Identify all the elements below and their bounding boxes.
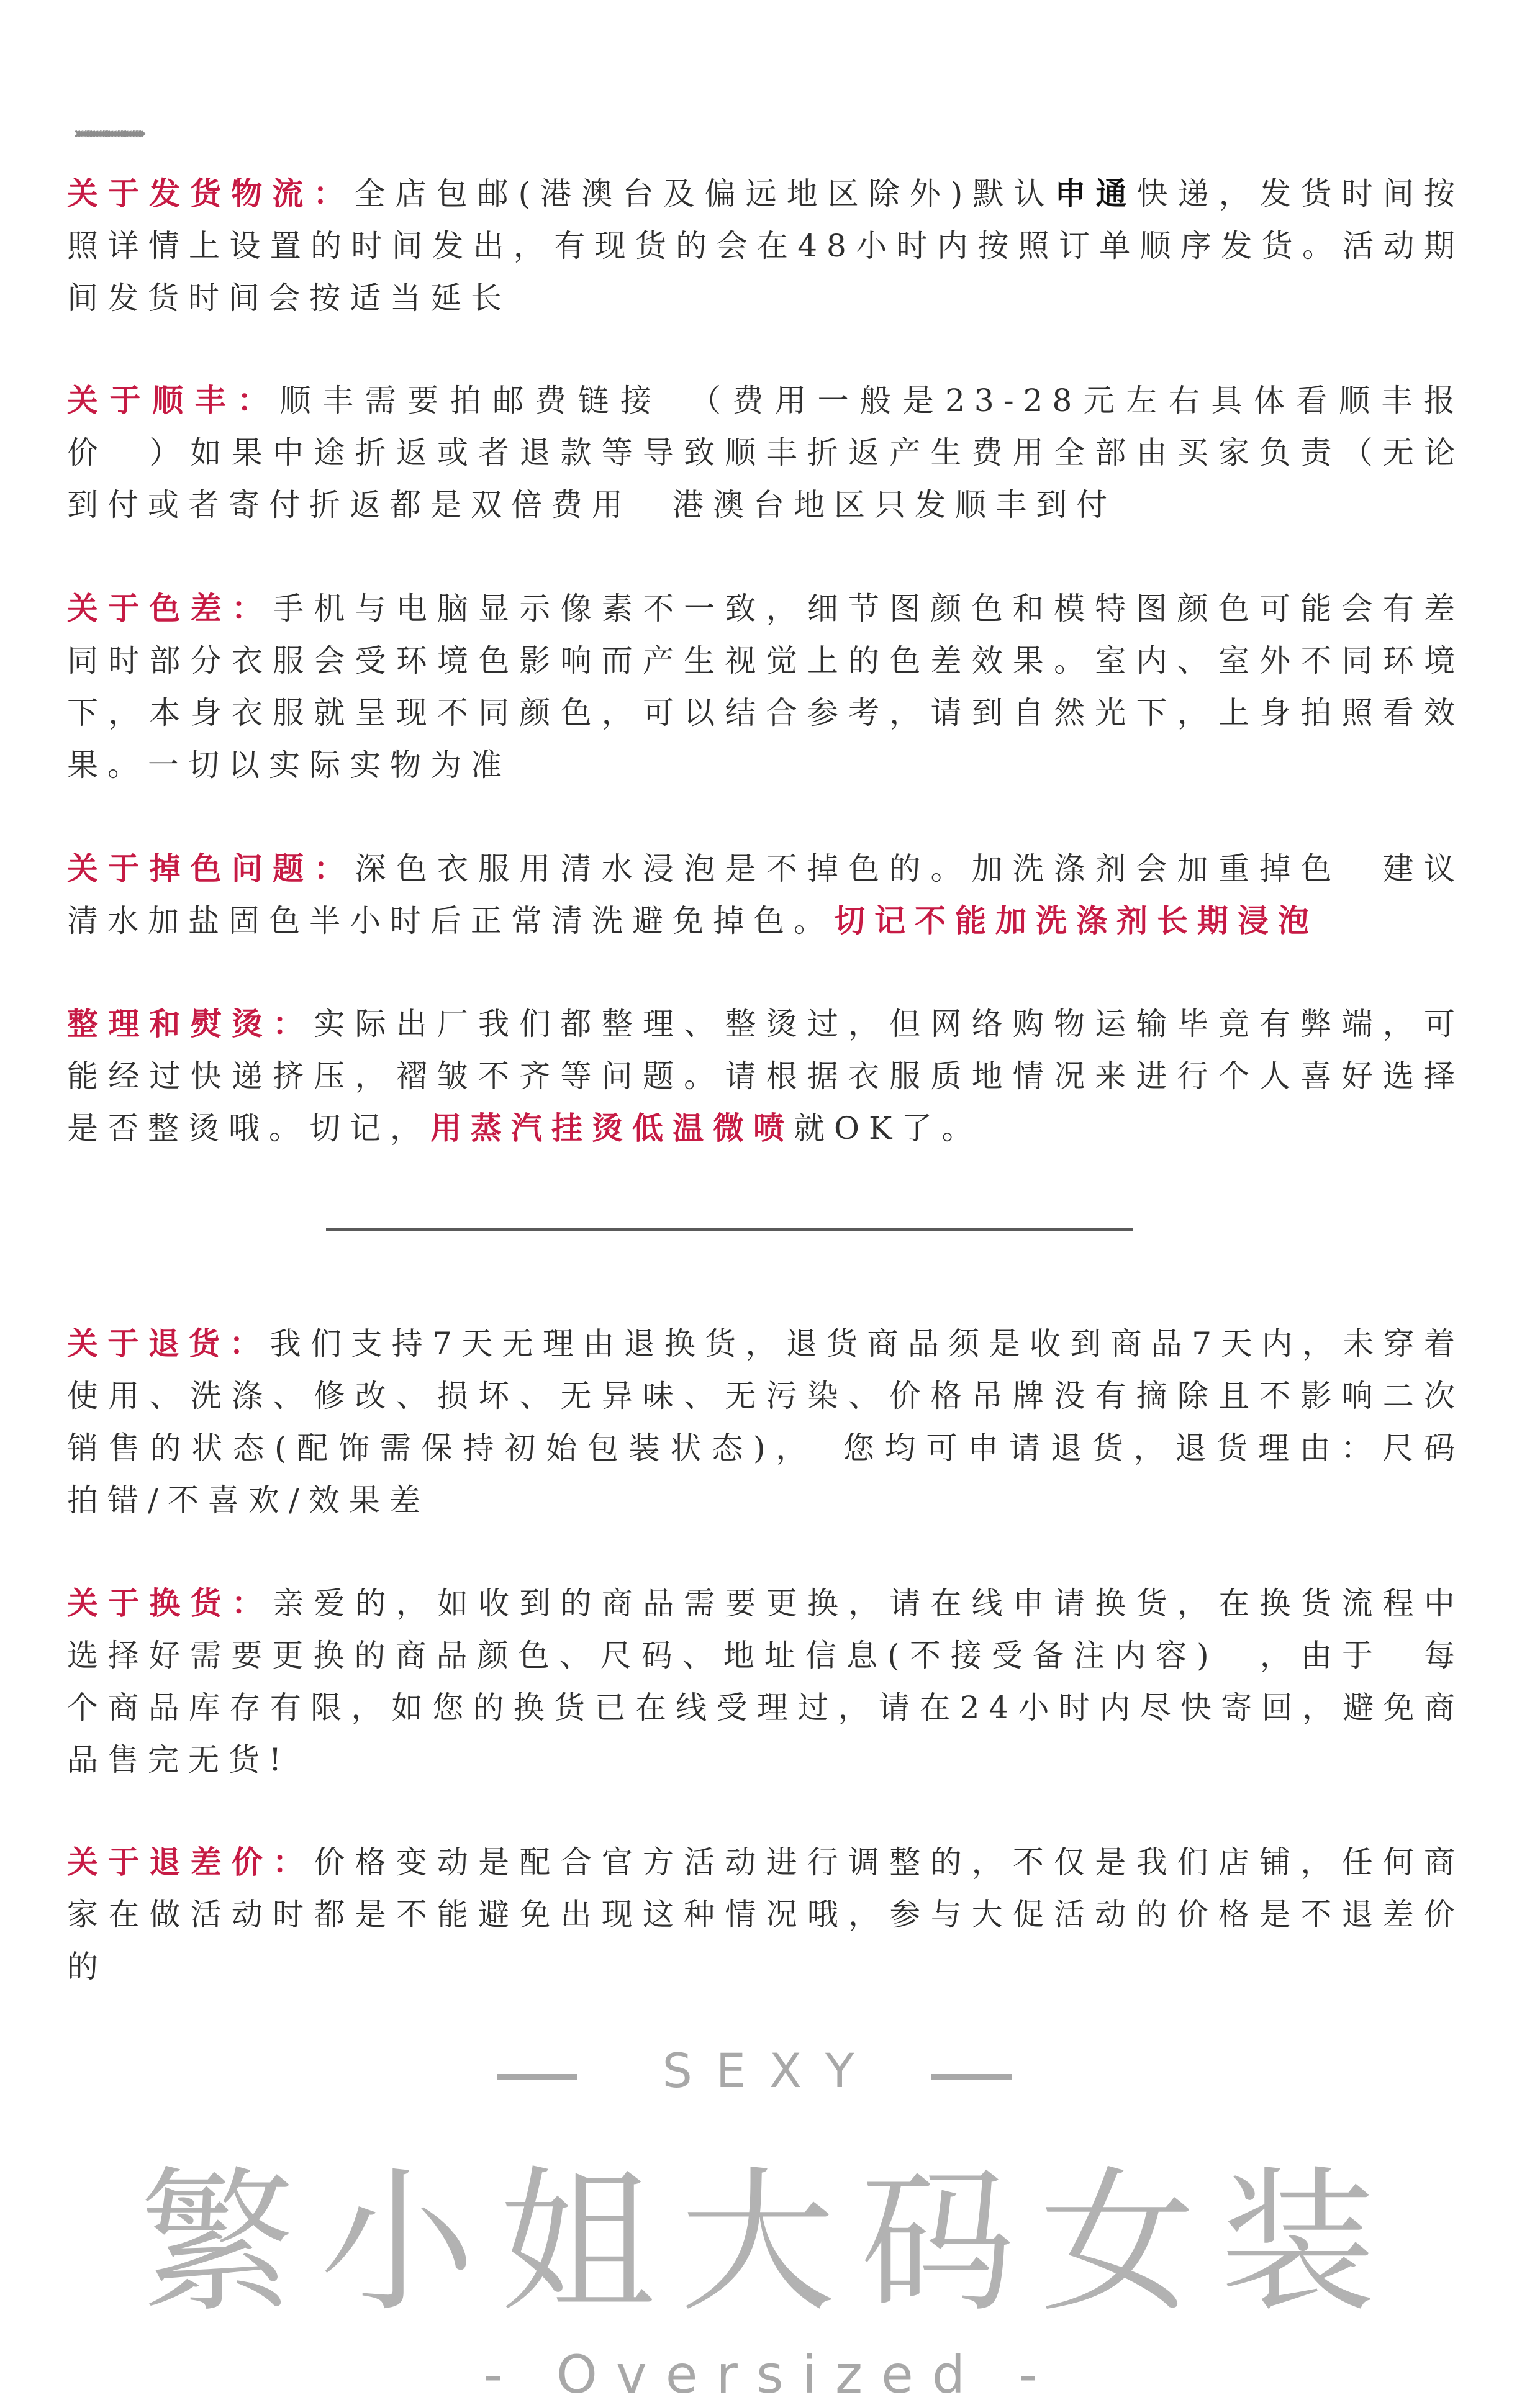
price-diff-text: 价格变动是配合官方活动进行调整的，不仅是我们店铺，任何商家在做活动时都是不能避免出现这种情况哦，参与大促活动的价格是不退差价的 (67, 1844, 1465, 1985)
color-diff-text: 手机与电脑显示像素不一致，细节图颜色和模特图颜色可能会有差同时部分衣服会受环境色影响而产生视觉上的色差效果。室内、室外不同环境下，本身衣服就呈现不同颜色，可以结合参考，请到自然光下，上身拍照看效果。一切以实际实物为准 (67, 591, 1465, 783)
shipping-carrier: 申通 (1054, 175, 1137, 212)
ironing-tail: 就OK了。 (794, 1110, 982, 1146)
exchange-label: 关于换货： (67, 1585, 273, 1621)
ironing-section (67, 998, 1464, 1154)
decorative-chevron-line: ›››››››››››››››››››››››››››››››››››››››››››››› (73, 124, 142, 143)
ironing-label: 整理和熨烫： (67, 1005, 314, 1042)
color-diff-section (67, 582, 1464, 791)
fading-label: 关于掉色问题： (67, 850, 355, 887)
returns-label: 关于退货： (67, 1325, 270, 1362)
price-diff-section (67, 1836, 1464, 1993)
fading-highlight: 切记不能加洗涤剂长期浸泡 (834, 902, 1318, 939)
sf-label: 关于顺丰： (67, 382, 280, 419)
exchange-section (67, 1577, 1464, 1786)
sf-text: 顺丰需要拍邮费链接 （费用一般是23-28元左右具体看顺丰报价 ）如果中途折返或者退款等导致顺丰折返产生费用全部由买家负责（无论到付或者寄付折返都是双倍费用 港澳台地区只发顺丰到付 (67, 383, 1465, 523)
shipping-section (67, 168, 1464, 324)
returns-section (67, 1318, 1464, 1526)
shipping-label: 关于发货物流： (67, 175, 355, 212)
ironing-highlight: 用蒸汽挂烫低温微喷 (430, 1110, 794, 1146)
color-diff-label: 关于色差： (67, 590, 273, 627)
brand-subtitle: - Oversized - (483, 2344, 1057, 2405)
fading-text: 深色衣服用清水浸泡是不掉色的。加洗涤剂会加重掉色 建议清水加盐固色半小时后正常清洗避免掉色。 (67, 851, 1465, 939)
brand-tagline: SEXY (662, 2043, 878, 2098)
shipping-text-2: 快递，发货时间按照详情上设置的时间发出，有现货的会在48小时内按照订单顺序发货。活动期间发货时间会按适当延长 (67, 176, 1465, 316)
sf-section (67, 374, 1464, 531)
section-divider (326, 1228, 1133, 1231)
ironing-text: 实际出厂我们都整理、整烫过，但网络购物运输毕竟有弊端，可能经过快递挤压，褶皱不齐等问题。请根据衣服质地情况来进行个人喜好选择是否整烫哦。切记， (67, 1006, 1465, 1146)
shipping-text: 全店包邮(港澳台及偏远地区除外)默认 (354, 176, 1055, 212)
fading-section (67, 843, 1464, 947)
price-diff-label: 关于退差价： (67, 1844, 314, 1880)
returns-text: 我们支持7天无理由退换货，退货商品须是收到商品7天内，未穿着使用、洗涤、修改、损坏、无异味、无污染、价格吊牌没有摘除且不影响二次销售的状态(配饰需保持初始包装状态)， 您均可申请退货，退货理由：尺码拍错/不喜欢/效果差 (67, 1326, 1465, 1518)
exchange-text: 亲爱的，如收到的商品需要更换，请在线申请换货，在换货流程中选择好需要更换的商品颜色、尺码、地址信息(不接受备注内容) ，由于 每个商品库存有限，如您的换货已在线受理过，请在24小时内尽快寄回，避免商品售完无货! (67, 1585, 1465, 1778)
brand-logo-text: 繁小姐大码女装 (140, 2152, 1400, 2333)
